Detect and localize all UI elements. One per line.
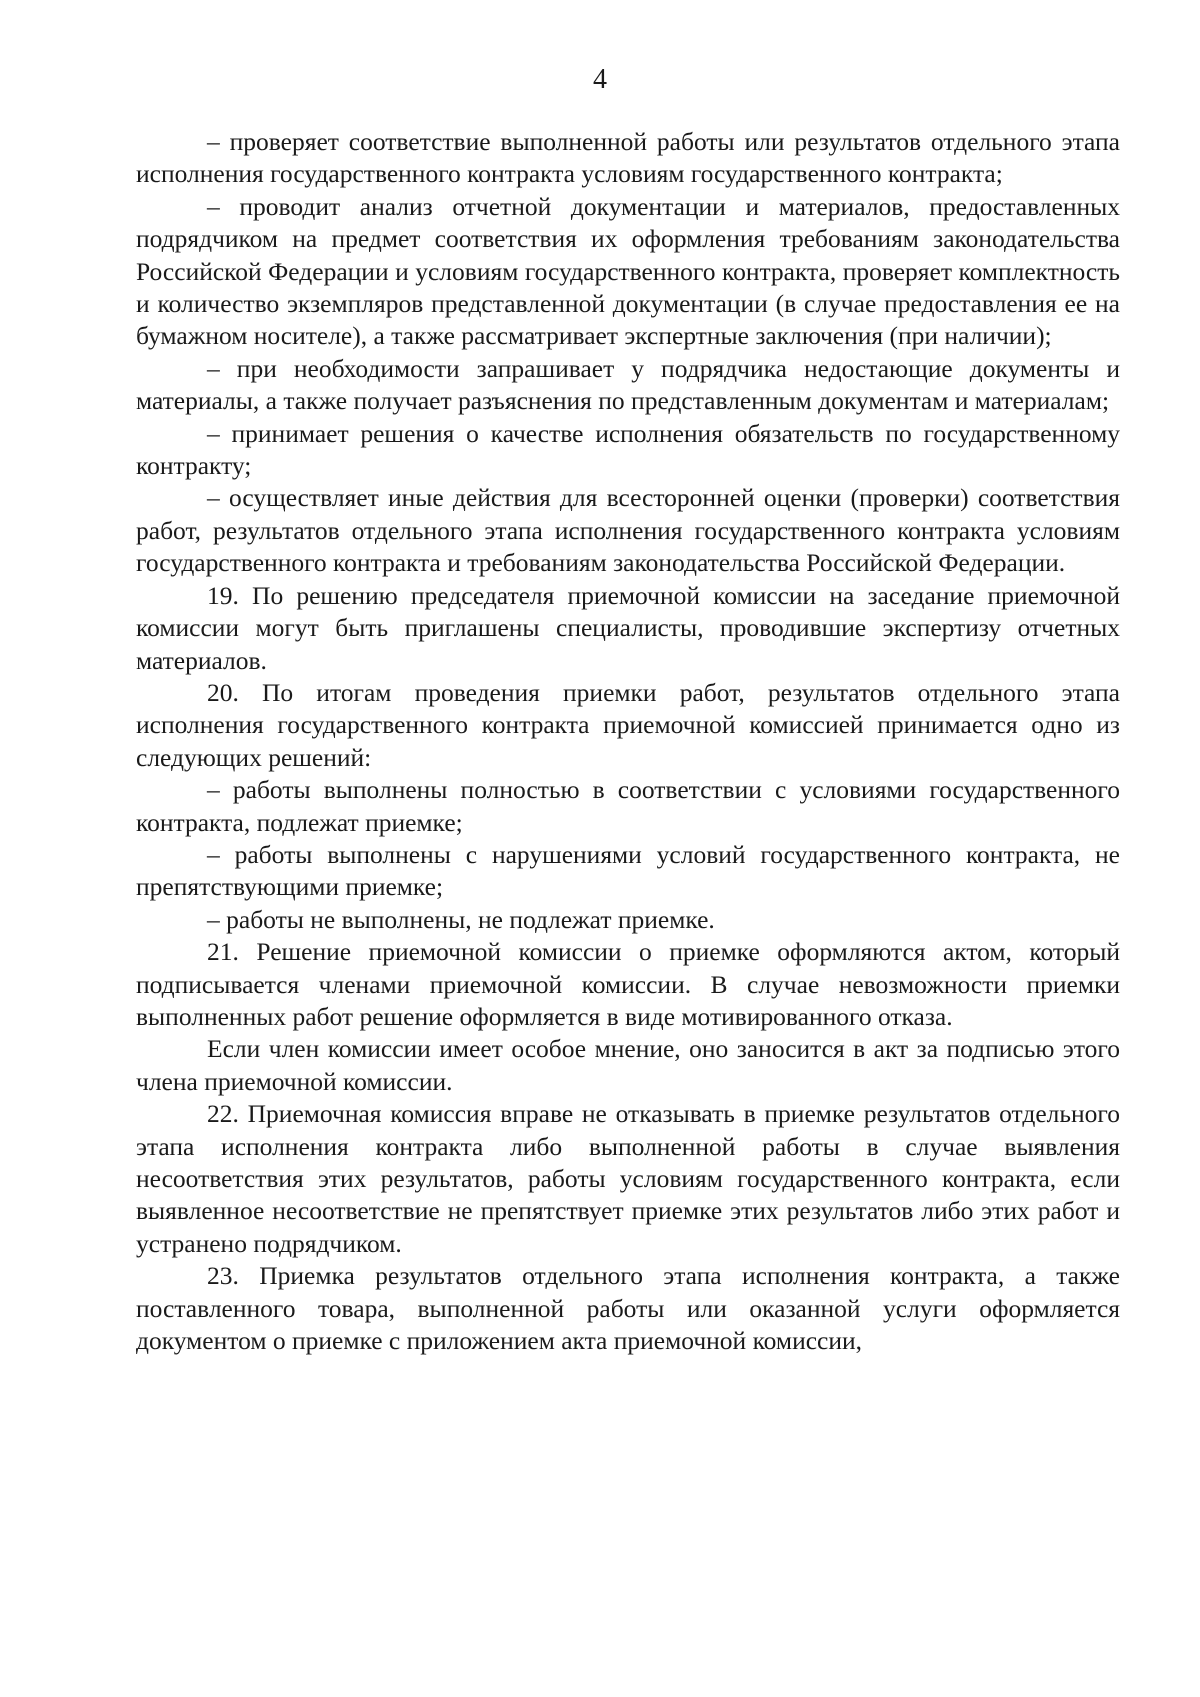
paragraph: – принимает решения о качестве исполнения обязательств по государственному контракту; bbox=[136, 418, 1120, 481]
paragraph: 21. Решение приемочной комиссии о приемке оформляются актом, который подписывается членами приемочной комиссии. В случае невозможности приемки выполненных работ решение оформляется в виде мотивированного отказа. bbox=[136, 937, 1120, 1031]
paragraph: – проводит анализ отчетной документации и материалов, предоставленных подрядчиком на предмет соответствия их оформления требованиям законодательства Российской Федерации и условиям государственного контракта, проверяет комплектность и количество экземпляров представленной документации (в случае предоставления ее на бумажном носителе), а также рассматривает экспертные заключения (при наличии); bbox=[136, 191, 1120, 351]
paragraph: Если член комиссии имеет особое мнение, оно заносится в акт за подписью этого члена приемочной комиссии. bbox=[136, 1034, 1120, 1096]
paragraph: – работы не выполнены, не подлежат приемке. bbox=[207, 904, 715, 934]
paragraph: – проверяет соответствие выполненной работы или результатов отдельного этапа исполнения государственного контракта условиям государственного контракта; bbox=[136, 127, 1120, 189]
document-body bbox=[136, 126, 1120, 1357]
page-number: 4 bbox=[593, 64, 607, 95]
paragraph: – работы выполнены с нарушениями условий государственного контракта, не препятствующими приемке; bbox=[136, 839, 1120, 902]
paragraph: – при необходимости запрашивает у подрядчика недостающие документы и материалы, а также получает разъяснения по представленным документам и материалам; bbox=[136, 353, 1120, 416]
paragraph: – работы выполнены полностью в соответствии с условиями государственного контракта, подлежат приемке; bbox=[136, 775, 1120, 837]
paragraph: 22. Приемочная комиссия вправе не отказывать в приемке результатов отдельного этапа исполнения контракта либо выполненной работы в случае выявления несоответствия этих результатов, работы условиям государственного контракта, если выявленное несоответствие не препятствует приемке этих результатов либо этих работ и устранено подрядчиком. bbox=[136, 1099, 1120, 1258]
paragraph: – осуществляет иные действия для всесторонней оценки (проверки) соответствия работ, результатов отдельного этапа исполнения государственного контракта условиям государственного контракта и требованиям законодательства Российской Федерации. bbox=[136, 483, 1120, 578]
paragraph: 19. По решению председателя приемочной комиссии на заседание приемочной комиссии могут быть приглашены специалисты, проводившие экспертизу отчетных материалов. bbox=[136, 580, 1120, 675]
paragraph: 20. По итогам проведения приемки работ, результатов отдельного этапа исполнения государственного контракта приемочной комиссией принимается одно из следующих решений: bbox=[136, 677, 1120, 772]
paragraph: 23. Приемка результатов отдельного этапа исполнения контракта, а также поставленного товара, выполненной работы или оказанной услуги оформляется документом о приемке с приложением акта приемочной комиссии, bbox=[136, 1261, 1120, 1356]
